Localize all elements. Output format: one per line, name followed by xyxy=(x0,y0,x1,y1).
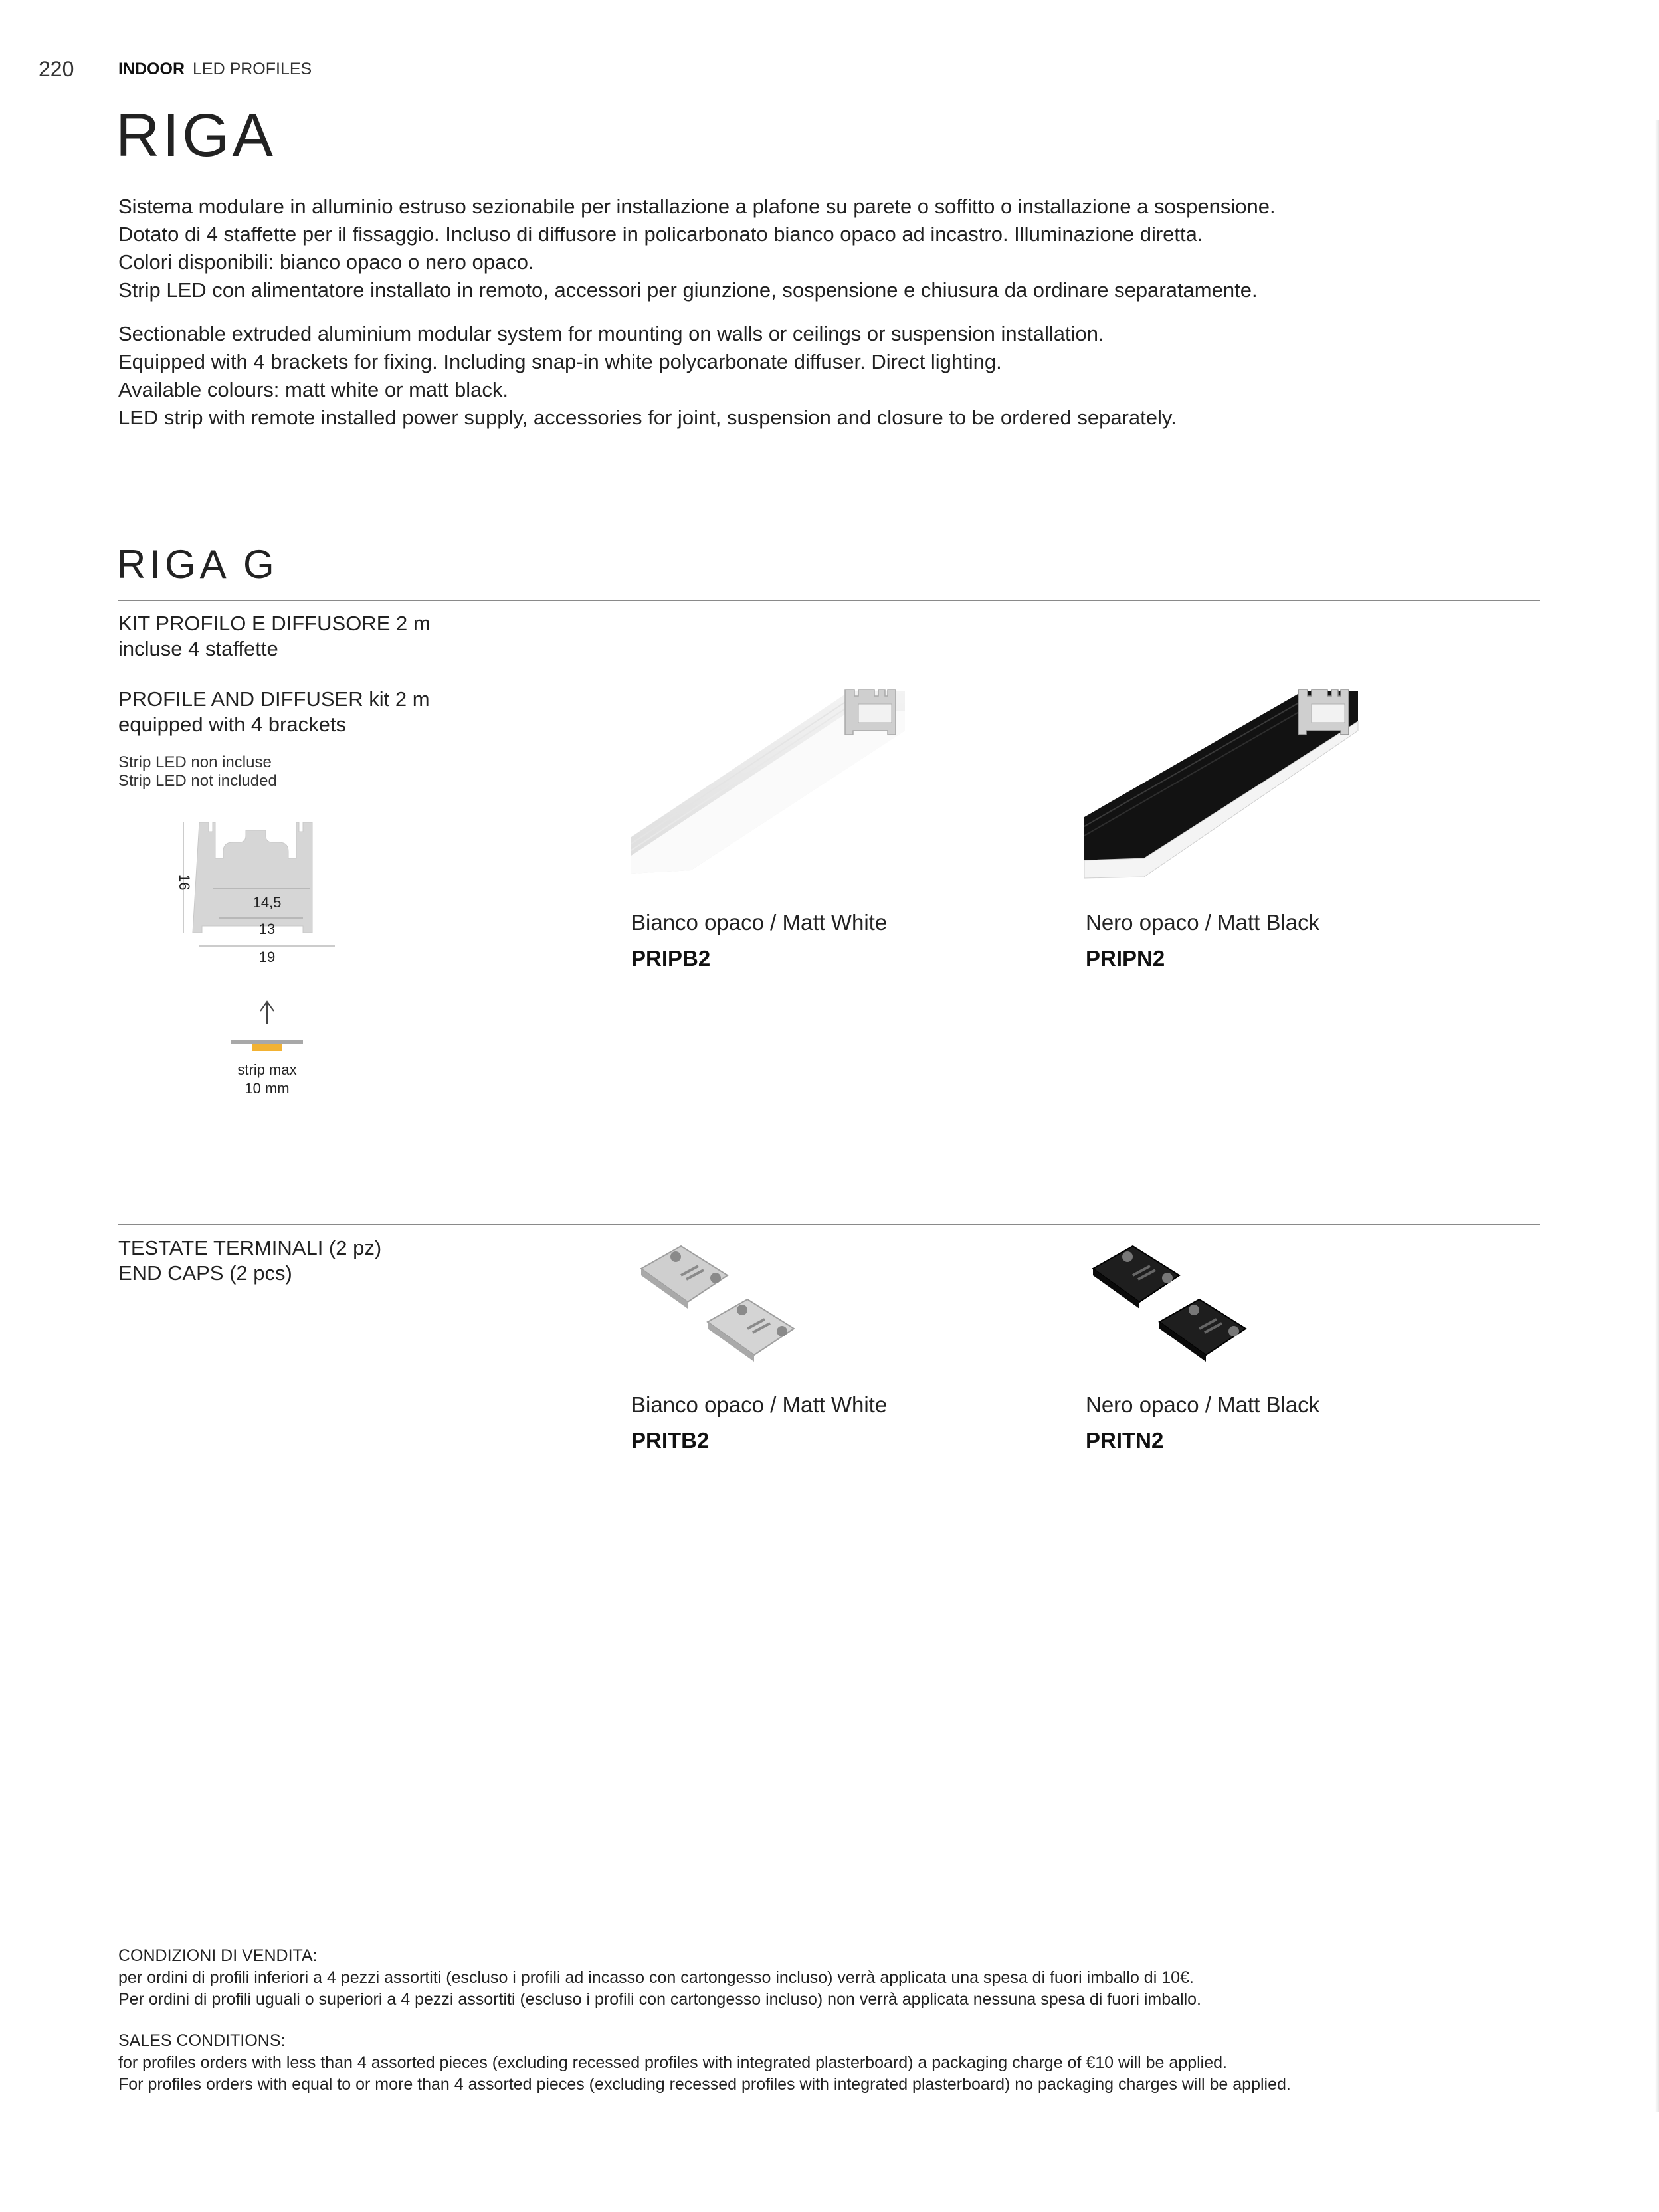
white-end-caps-caption: Bianco opaco / Matt White xyxy=(631,1392,888,1417)
strip-base xyxy=(231,1040,303,1044)
description-en-line: Equipped with 4 brackets for fixing. Including snap-in white polycarbonate diffuser. Direct lighting. xyxy=(118,350,1002,373)
kit-en-title: PROFILE AND DIFFUSER kit 2 m xyxy=(118,688,430,711)
white-end-cap xyxy=(641,1246,728,1309)
black-end-cap xyxy=(1159,1299,1246,1362)
white-profile-image xyxy=(631,684,910,883)
inner-top-label: 14,5 xyxy=(252,894,282,911)
description-en-line: LED strip with remote installed power supply, accessories for joint, suspension and closure to be ordered separately. xyxy=(118,406,1177,429)
description-en-line: Sectionable extruded aluminium modular system for mounting on walls or ceilings or suspension installation. xyxy=(118,322,1104,345)
white-profile-caption: Bianco opaco / Matt White xyxy=(631,910,888,935)
end-caps-en-title: END CAPS (2 pcs) xyxy=(118,1261,292,1285)
black-end-cap xyxy=(1093,1246,1179,1309)
black-end-caps-caption: Nero opaco / Matt Black xyxy=(1086,1392,1320,1417)
white-end-cap xyxy=(708,1299,794,1362)
conditions-it-title: CONDIZIONI DI VENDITA: xyxy=(118,1946,318,1965)
profile-end-channel xyxy=(858,704,892,723)
kit-note xyxy=(118,753,277,790)
kit-en xyxy=(118,687,430,737)
conditions-it-line: per ordini di profili inferiori a 4 pezzi assortiti (escluso i profili ad incasso con cartongesso incluso) verrà applicata una spesa di fuori imballo di 10€. xyxy=(118,1968,1194,1987)
end-caps-it-title: TESTATE TERMINALI (2 pz) xyxy=(118,1236,382,1259)
profile-cross-section-diagram xyxy=(159,810,359,1116)
page-number: 220 xyxy=(39,57,74,81)
profile-section-shape xyxy=(193,822,312,933)
kit-it xyxy=(118,611,431,662)
section-name: LED PROFILES xyxy=(193,60,312,78)
profile-diffuser xyxy=(631,711,905,874)
conditions-en-title: SALES CONDITIONS: xyxy=(118,2031,286,2050)
description-en-line: Available colours: matt white or matt black. xyxy=(118,378,508,401)
end-caps-title xyxy=(118,1236,381,1286)
description-en xyxy=(118,320,1177,432)
end-caps-divider xyxy=(118,1224,1540,1225)
conditions-en-line: for profiles orders with less than 4 assorted pieces (excluding recessed profiles with integrated plasterboard) a packaging charge of €10 will be applied. xyxy=(118,2053,1227,2072)
description-it-line: Strip LED con alimentatore installato in remoto, accessori per giunzione, sospensione e chiusura da ordinare separatamente. xyxy=(118,278,1258,302)
sales-conditions-en xyxy=(118,2030,1291,2096)
page-title: RIGA xyxy=(116,102,276,169)
kit-note-en: Strip LED not included xyxy=(118,772,277,790)
black-profile-caption: Nero opaco / Matt Black xyxy=(1086,910,1320,935)
strip-max-label: strip max xyxy=(237,1061,297,1078)
sales-conditions-it xyxy=(118,1945,1201,2011)
conditions-it-line: Per ordini di profili uguali o superiori a 4 pezzi assortiti (escluso i profili con cartongesso incluso) non verrà applicata nessuna spesa di fuori imballo. xyxy=(118,1990,1201,2009)
kit-en-sub: equipped with 4 brackets xyxy=(118,713,346,736)
section-label xyxy=(118,60,312,79)
description-it-line: Dotato di 4 staffette per il fissaggio. Incluso di diffusore in policarbonato bianco opaco ad incastro. Illuminazione diretta. xyxy=(118,223,1203,246)
black-profile-code: PRIPN2 xyxy=(1086,946,1165,970)
profile-end-channel xyxy=(1312,704,1345,723)
description-it xyxy=(118,193,1276,304)
strip-max-value: 10 mm xyxy=(244,1080,290,1097)
page-edge-shadow xyxy=(1655,120,1659,2112)
white-profile-code: PRIPB2 xyxy=(631,946,711,970)
black-end-caps-image xyxy=(1086,1242,1272,1375)
height-label: 16 xyxy=(176,874,193,891)
subsection-title: RIGA G xyxy=(117,542,278,587)
white-end-caps-code: PRITB2 xyxy=(631,1428,710,1453)
white-end-caps-image xyxy=(634,1242,821,1375)
conditions-en-line: For profiles orders with equal to or more than 4 assorted pieces (excluding recessed profiles with integrated plasterboard) no packaging charges will be applied. xyxy=(118,2075,1291,2094)
black-profile-image xyxy=(1084,684,1363,883)
section-divider xyxy=(118,600,1540,601)
kit-it-title: KIT PROFILO E DIFFUSORE 2 m xyxy=(118,612,431,635)
kit-it-sub: incluse 4 staffette xyxy=(118,637,278,660)
description-it-line: Colori disponibili: bianco opaco o nero opaco. xyxy=(118,250,534,274)
led-strip xyxy=(252,1044,282,1051)
description-it-line: Sistema modulare in alluminio estruso sezionabile per installazione a plafone su parete o soffitto o installazione a sospensione. xyxy=(118,195,1276,218)
inner-label: 13 xyxy=(258,921,276,937)
black-end-caps-code: PRITN2 xyxy=(1086,1428,1164,1453)
kit-note-it: Strip LED non incluse xyxy=(118,753,272,771)
section-bold: INDOOR xyxy=(118,60,185,78)
outer-label: 19 xyxy=(258,949,276,965)
